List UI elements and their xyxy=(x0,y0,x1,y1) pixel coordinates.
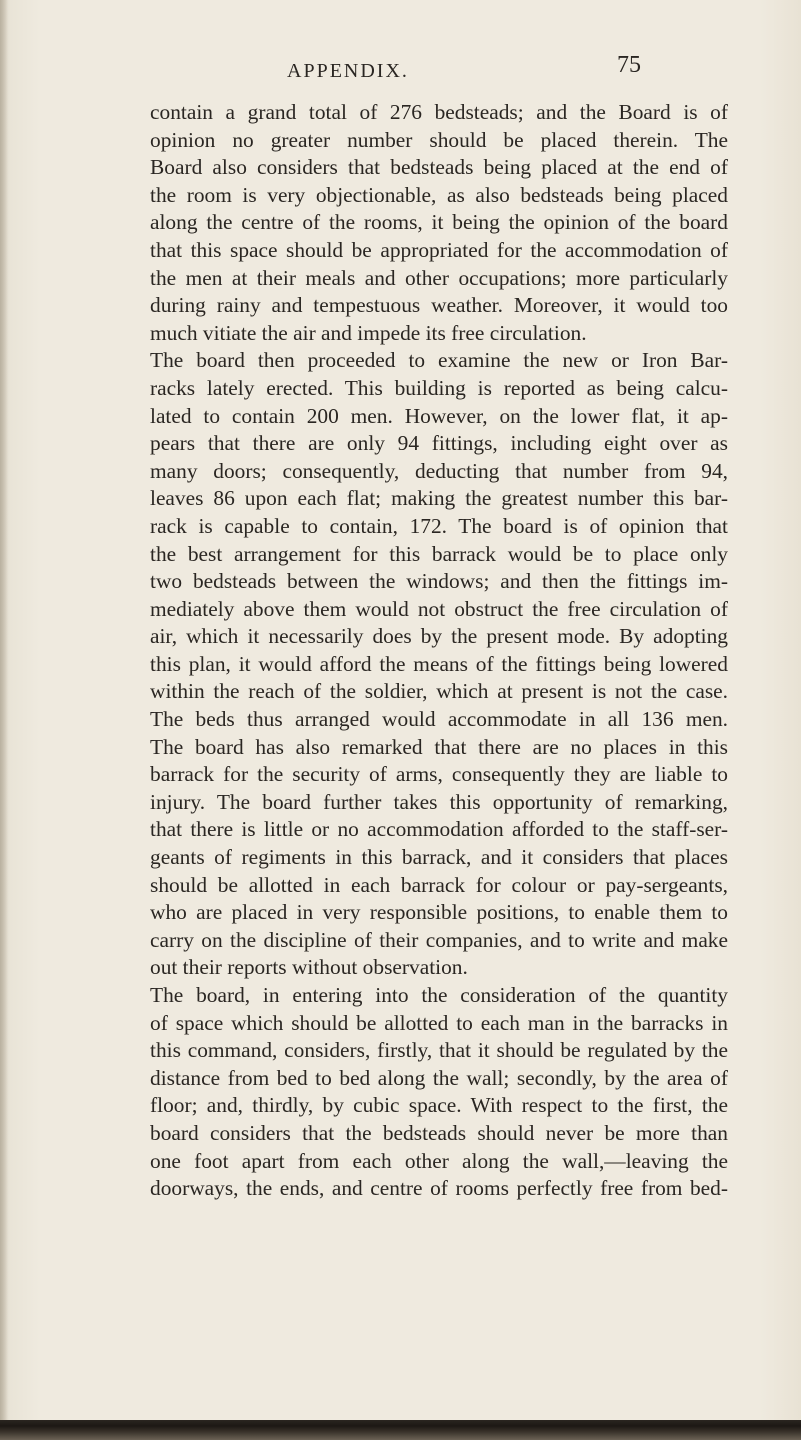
text-line: during rainy and tempestuous weather. Moreover, it would too xyxy=(150,293,728,318)
text-line: floor; and, thirdly, by cubic space. With respect to the first, the xyxy=(150,1093,728,1118)
text-line: air, which it necessarily does by the present mode. By adopting xyxy=(150,624,728,649)
text-line: this command, considers, firstly, that it should be regulated by the xyxy=(150,1038,728,1063)
text-line: along the centre of the rooms, it being the opinion of the board xyxy=(150,210,728,235)
page-header xyxy=(0,50,801,90)
text-line: barrack for the security of arms, consequently they are liable to xyxy=(150,762,728,787)
text-line: injury. The board further takes this opportunity of remarking, xyxy=(150,789,728,814)
text-line: The board, in entering into the consideration of the quantity xyxy=(150,983,728,1007)
text-line: the men at their meals and other occupations; more particularly xyxy=(150,265,728,290)
text-line: geants of regiments in this barrack, and it considers that places xyxy=(150,845,728,870)
page-number: 75 xyxy=(617,52,641,78)
text-line: within the reach of the soldier, which at present is not the case. xyxy=(150,679,728,704)
text-line: lated to contain 200 men. However, on the lower flat, it ap- xyxy=(150,403,728,428)
text-line: that this space should be appropriated for the accommodation of xyxy=(150,237,728,262)
text-line: should be allotted in each barrack for colour or pay-sergeants, xyxy=(150,872,728,897)
text-line: leaves 86 upon each flat; making the greatest number this bar- xyxy=(150,486,728,511)
text-line: doorways, the ends, and centre of rooms perfectly free from bed- xyxy=(150,1176,728,1201)
text-line: carry on the discipline of their companies, and to write and make xyxy=(150,927,728,952)
text-line: rack is capable to contain, 172. The board is of opinion that xyxy=(150,513,728,538)
text-line: Board also considers that bedsteads being placed at the end of xyxy=(150,155,728,180)
text-line: The board has also remarked that there are no places in this xyxy=(150,734,728,759)
text-line: pears that there are only 94 fittings, including eight over as xyxy=(150,431,728,456)
text-line: the best arrangement for this barrack would be to place only xyxy=(150,541,728,566)
text-line: one foot apart from each other along the wall,—leaving the xyxy=(150,1148,728,1173)
text-line: racks lately erected. This building is reported as being calcu- xyxy=(150,375,728,400)
text-line: two bedsteads between the windows; and then the fittings im- xyxy=(150,569,728,594)
running-head: APPENDIX. xyxy=(287,60,409,82)
text-line: who are placed in very responsible positions, to enable them to xyxy=(150,900,728,925)
text-line: board considers that the bedsteads should never be more than xyxy=(150,1120,728,1145)
text-line: mediately above them would not obstruct the free circulation of xyxy=(150,596,728,621)
body-text xyxy=(150,99,728,1203)
text-line: The beds thus arranged would accommodate in all 136 men. xyxy=(150,707,728,732)
text-line: distance from bed to bed along the wall; secondly, by the area of xyxy=(150,1065,728,1090)
text-line: of space which should be allotted to each man in the barracks in xyxy=(150,1010,728,1035)
page-bottom-edge xyxy=(0,1420,801,1440)
text-line: that there is little or no accommodation afforded to the staff-ser- xyxy=(150,817,728,842)
text-line: opinion no greater number should be placed therein. The xyxy=(150,127,728,152)
text-line: the room is very objectionable, as also bedsteads being placed xyxy=(150,182,728,207)
text-line: out their reports without observation. xyxy=(150,955,468,980)
text-line: The board then proceeded to examine the new or Iron Bar- xyxy=(150,348,728,373)
text-line: much vitiate the air and impede its free circulation. xyxy=(150,320,587,345)
text-line: many doors; consequently, deducting that number from 94, xyxy=(150,458,728,483)
text-line: this plan, it would afford the means of the fittings being lowered xyxy=(150,651,728,676)
gutter-shadow xyxy=(0,0,8,1440)
text-line: contain a grand total of 276 bedsteads; and the Board is of xyxy=(150,100,728,124)
